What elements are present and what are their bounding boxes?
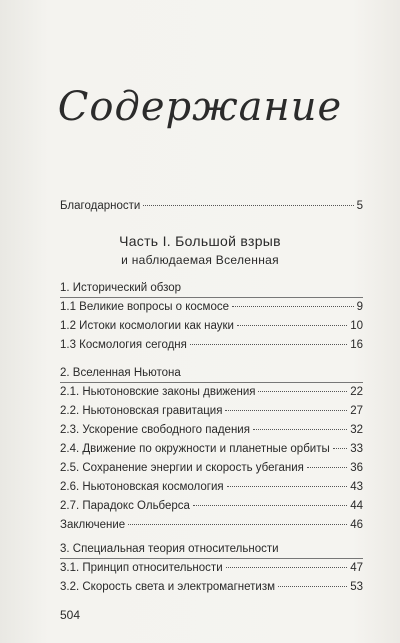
toc-row [60,386,363,398]
dot-leader [143,205,353,206]
dot-leader [258,391,347,392]
chapter-heading: 1. Исторический обзор [60,282,182,294]
toc-row [60,462,363,474]
toc-entry-label: 2.7. Парадокс Ольберса [60,500,190,512]
toc-row [60,562,363,574]
section-rule [60,297,363,298]
toc-entry-page: 5 [356,200,363,212]
toc-row [60,405,363,417]
page-title: Содержание [57,84,343,130]
dot-leader [232,306,354,307]
toc-entry-label: 2.2. Ньютоновская гравитация [60,405,223,417]
toc-entry-page: 53 [350,581,363,593]
toc-entry-label: 1.3 Космология сегодня [60,339,187,351]
dot-leader [237,325,347,326]
toc-row [60,320,363,332]
toc-entry-page: 16 [350,339,363,351]
toc-row [60,339,363,351]
toc-entry-label: 3.2. Скорость света и электромагнетизм [60,581,275,593]
section-rule [60,382,363,383]
toc-row [60,519,363,531]
section-rule [60,558,363,559]
dot-leader [225,410,347,411]
toc-entry-label: 2.6. Ньютоновская космология [60,481,224,493]
toc-row [60,443,363,455]
dot-leader [227,486,348,487]
dot-leader [190,344,347,345]
dot-leader [307,467,347,468]
toc-entry-label: 2.4. Движение по окружности и планетные орбиты [60,443,330,455]
dot-leader [193,505,347,506]
toc-entry-page: 33 [350,443,363,455]
toc-entry-page: 43 [350,481,363,493]
toc-entry-page: 9 [356,301,363,313]
dot-leader [226,567,348,568]
toc-row [60,500,363,512]
dot-leader [278,586,347,587]
chapter-heading: 2. Вселенная Ньютона [60,367,181,379]
toc-row [60,481,363,493]
part-title-line1: Часть I. Большой взрыв [119,233,281,249]
toc-entry-page: 36 [350,462,363,474]
toc-entry-page: 44 [350,500,363,512]
part-title-line2: и наблюдаемая Вселенная [121,253,279,267]
toc-entry-label: 2.1. Ньютоновские законы движения [60,386,256,398]
toc-row [60,581,363,593]
toc-entry-label: 2.5. Сохранение энергии и скорость убегания [60,462,304,474]
toc-entry-label: 1.1 Великие вопросы о космосе [60,301,229,313]
dot-leader [128,524,347,525]
toc-row [60,424,363,436]
dot-leader [253,429,347,430]
toc-row [60,301,363,313]
toc-entry-page: 32 [350,424,363,436]
toc-entry-label: 3.1. Принцип относительности [60,562,223,574]
chapter-heading: 3. Специальная теория относительности [60,543,279,555]
toc-entry-page: 47 [350,562,363,574]
page-number: 504 [60,608,81,622]
toc-entry-page: 22 [350,386,363,398]
toc-entry-label: Благодарности [60,200,141,212]
dot-leader [333,448,347,449]
toc-entry-page: 10 [350,320,363,332]
toc-entry-label: 1.2 Истоки космологии как науки [60,320,234,332]
toc-entry-label: 2.3. Ускорение свободного падения [60,424,250,436]
toc-entry-page: 27 [350,405,363,417]
toc-entry-page: 46 [350,519,363,531]
toc-row-front-matter [60,200,363,212]
toc-entry-label: Заключение [60,519,126,531]
